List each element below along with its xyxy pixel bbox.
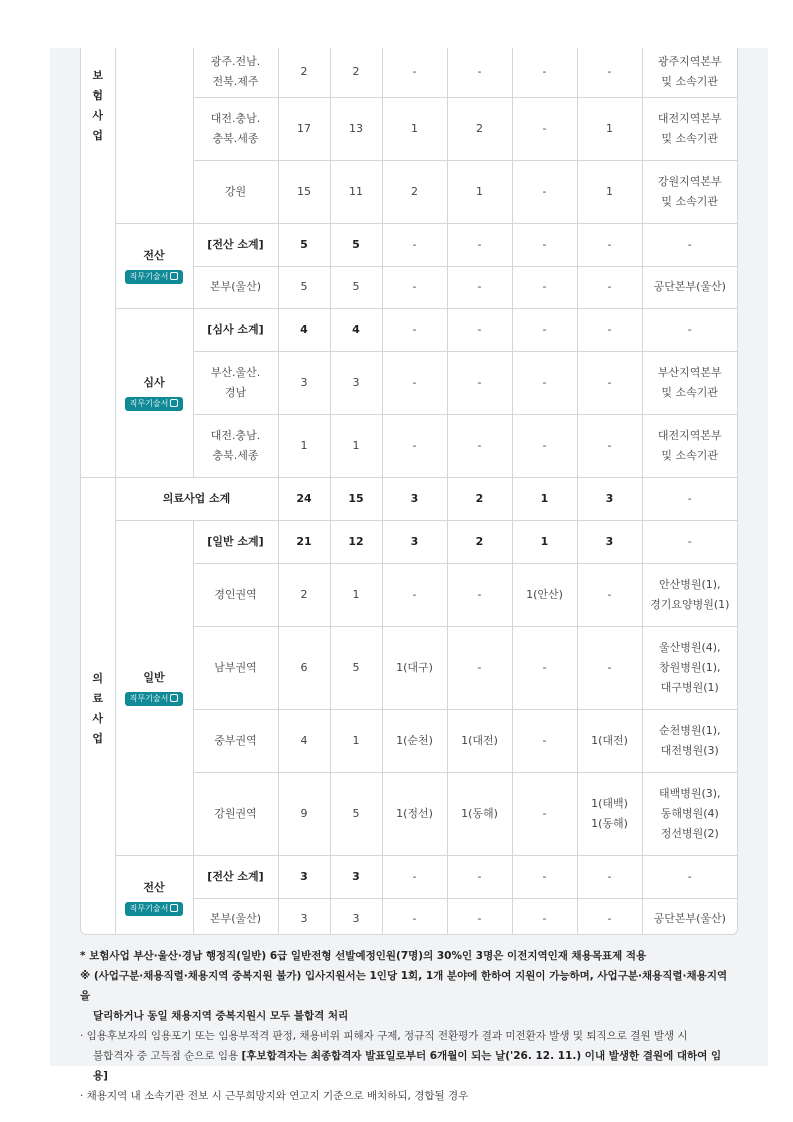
subtotal-label: [심사 소계] bbox=[193, 308, 278, 351]
region-cell: 대전.충남. 충북.세종 bbox=[193, 414, 278, 477]
table-cell: - bbox=[642, 477, 737, 520]
subtotal-label: [전산 소계] bbox=[193, 223, 278, 266]
table-cell: 1 bbox=[447, 160, 512, 223]
table-cell: - bbox=[447, 855, 512, 898]
table-cell: 5 bbox=[330, 223, 382, 266]
table-cell: - bbox=[512, 855, 577, 898]
table-cell: 3 bbox=[382, 477, 447, 520]
table-cell: - bbox=[382, 48, 447, 97]
table-cell: - bbox=[447, 414, 512, 477]
table-cell: - bbox=[577, 855, 642, 898]
table-cell: 1(대구) bbox=[382, 626, 447, 709]
table-cell: - bbox=[382, 266, 447, 308]
region-cell: 본부(울산) bbox=[193, 266, 278, 308]
table-cell: - bbox=[447, 898, 512, 935]
table-cell: 3 bbox=[577, 520, 642, 563]
office-cell: 순천병원(1), 대전병원(3) bbox=[642, 709, 737, 772]
table-row bbox=[81, 855, 737, 898]
table-row bbox=[81, 520, 737, 563]
region-cell: 부산.울산. 경남 bbox=[193, 351, 278, 414]
vertical-char: 업 bbox=[92, 129, 104, 142]
table-cell: 2 bbox=[447, 97, 512, 160]
table-cell: 1 bbox=[577, 160, 642, 223]
table-cell: - bbox=[382, 855, 447, 898]
table-cell: - bbox=[642, 223, 737, 266]
note-3b bbox=[80, 1046, 736, 1086]
vertical-char: 의 bbox=[92, 671, 104, 685]
region-cell: 남부권역 bbox=[193, 626, 278, 709]
table-cell: 1(정선) bbox=[382, 772, 447, 855]
office-cell: 부산지역본부 및 소속기관 bbox=[642, 351, 737, 414]
table-cell: 1(대전) bbox=[577, 709, 642, 772]
table-cell: - bbox=[577, 898, 642, 935]
table-cell: 4 bbox=[330, 308, 382, 351]
region-cell: 대전.충남. 충북.세종 bbox=[193, 97, 278, 160]
note-2b: 달리하거나 동일 채용지역 중복지원시 모두 불합격 처리 bbox=[93, 1010, 349, 1022]
table-cell: 24 bbox=[278, 477, 330, 520]
table-cell: 2 bbox=[447, 477, 512, 520]
office-cell: 대전지역본부 및 소속기관 bbox=[642, 97, 737, 160]
table-cell: 1(대전) bbox=[447, 709, 512, 772]
table-row bbox=[81, 477, 737, 520]
subtotal-label: [일반 소계] bbox=[193, 520, 278, 563]
table-cell: 1(안산) bbox=[512, 563, 577, 626]
table-cell: 2 bbox=[447, 520, 512, 563]
table-cell: 1 bbox=[330, 563, 382, 626]
table-cell: - bbox=[382, 351, 447, 414]
pointer-hand-icon bbox=[170, 694, 178, 702]
table-cell: 5 bbox=[330, 772, 382, 855]
note-3a: · 임용후보자의 임용포기 또는 임용부적격 판정, 채용비위 피해자 구제, 정규직 전환평가 결과 미전환자 발생 및 퇴직으로 결원 발생 시 bbox=[80, 1030, 688, 1042]
table-cell: - bbox=[447, 626, 512, 709]
table-cell: - bbox=[577, 414, 642, 477]
table-cell: - bbox=[642, 520, 737, 563]
table-cell: 12 bbox=[330, 520, 382, 563]
business-medical-cell bbox=[81, 477, 115, 935]
table-cell: - bbox=[512, 48, 577, 97]
business-insurance-cell bbox=[81, 48, 115, 477]
vertical-char: 험 bbox=[92, 89, 104, 102]
table-cell: - bbox=[577, 351, 642, 414]
office-cell: 안산병원(1), 경기요양병원(1) bbox=[642, 563, 737, 626]
note-1: * 보험사업 부산·울산·경남 행정직(일반) 6급 일반전형 선발예정인원(7명)의 30%인 3명은 이전지역인재 채용목표제 적용 bbox=[80, 950, 647, 962]
note-2a: ※ (사업구분·채용직렬·채용지역 중복지원 불가) 입사지원서는 1인당 1회, 1개 분야에 한하여 지원이 가능하며, 사업구분·채용직렬·채용지역을 bbox=[80, 970, 728, 1002]
office-cell: 대전지역본부 및 소속기관 bbox=[642, 414, 737, 477]
table-cell: 4 bbox=[278, 308, 330, 351]
job-description-button[interactable] bbox=[125, 692, 184, 706]
group-cell bbox=[115, 520, 193, 855]
table-cell: - bbox=[577, 266, 642, 308]
table-cell: - bbox=[512, 898, 577, 935]
table-cell: 1(순천) bbox=[382, 709, 447, 772]
group-cell bbox=[115, 308, 193, 477]
table-cell: - bbox=[382, 563, 447, 626]
table-cell: 1 bbox=[512, 477, 577, 520]
table-cell: 3 bbox=[278, 898, 330, 935]
pointer-hand-icon bbox=[170, 272, 178, 280]
office-cell: 태백병원(3), 동해병원(4) 정선병원(2) bbox=[642, 772, 737, 855]
table-cell: 3 bbox=[278, 351, 330, 414]
office-cell: 광주지역본부 및 소속기관 bbox=[642, 48, 737, 97]
table-cell: 3 bbox=[330, 855, 382, 898]
table-row bbox=[81, 48, 737, 97]
table-cell: - bbox=[447, 223, 512, 266]
table-cell: 3 bbox=[577, 477, 642, 520]
job-description-label: 직무기술서 bbox=[129, 693, 169, 703]
group-name: 일반 bbox=[143, 670, 165, 684]
table-cell: 3 bbox=[278, 855, 330, 898]
region-cell: 경인권역 bbox=[193, 563, 278, 626]
region-cell: 중부권역 bbox=[193, 709, 278, 772]
group-cell bbox=[115, 855, 193, 935]
table-cell: - bbox=[447, 308, 512, 351]
table-cell: 2 bbox=[330, 48, 382, 97]
job-description-button[interactable] bbox=[125, 397, 184, 411]
table-cell: - bbox=[382, 308, 447, 351]
table-cell: 1(태백) 1(동해) bbox=[577, 772, 642, 855]
table-cell: - bbox=[512, 160, 577, 223]
table-cell: - bbox=[577, 563, 642, 626]
region-cell: 강원권역 bbox=[193, 772, 278, 855]
table-cell: 5 bbox=[330, 266, 382, 308]
note-3b-bold: [후보합격자는 최종합격자 발표일로부터 6개월이 되는 날('26. 12. 11.) 이내 발생한 결원에 대하여 임용] bbox=[93, 1050, 722, 1082]
table-cell: 4 bbox=[278, 709, 330, 772]
table-cell: 5 bbox=[278, 223, 330, 266]
table-row bbox=[81, 308, 737, 351]
table-cell: 5 bbox=[278, 266, 330, 308]
office-cell: 울산병원(4), 창원병원(1), 대구병원(1) bbox=[642, 626, 737, 709]
vertical-char: 사 bbox=[92, 711, 104, 725]
table-cell: 21 bbox=[278, 520, 330, 563]
table-cell: 1(동해) bbox=[447, 772, 512, 855]
table-cell: - bbox=[577, 308, 642, 351]
table-cell: - bbox=[577, 626, 642, 709]
table-cell: - bbox=[512, 626, 577, 709]
vertical-char: 보 bbox=[92, 69, 104, 82]
table-cell: - bbox=[512, 97, 577, 160]
medical-subtotal-label: 의료사업 소계 bbox=[115, 477, 278, 520]
table-cell: 1 bbox=[330, 709, 382, 772]
table-cell: - bbox=[447, 48, 512, 97]
vertical-char: 료 bbox=[92, 691, 104, 705]
vertical-char: 사 bbox=[92, 109, 104, 122]
group-name: 전산 bbox=[143, 880, 165, 894]
table-cell: 3 bbox=[382, 520, 447, 563]
table-cell: 2 bbox=[278, 48, 330, 97]
note-4: · 채용지역 내 소속기관 전보 시 근무희망지와 연고지 기준으로 배치하되, 경합될 경우 bbox=[80, 1090, 469, 1102]
table-cell: 15 bbox=[278, 160, 330, 223]
region-cell: 광주.전남. 전북.제주 bbox=[193, 48, 278, 97]
group-name: 심사 bbox=[143, 375, 165, 389]
job-description-label: 직무기술서 bbox=[129, 398, 169, 408]
table-cell: 6 bbox=[278, 626, 330, 709]
table-cell: 1 bbox=[382, 97, 447, 160]
table-cell: - bbox=[382, 414, 447, 477]
table-cell: 11 bbox=[330, 160, 382, 223]
table-cell: - bbox=[382, 898, 447, 935]
table-cell: - bbox=[512, 709, 577, 772]
table-cell: 15 bbox=[330, 477, 382, 520]
table-cell: 17 bbox=[278, 97, 330, 160]
table-cell: 3 bbox=[330, 351, 382, 414]
group-cell-empty bbox=[115, 48, 193, 223]
table-cell: 9 bbox=[278, 772, 330, 855]
notes bbox=[80, 946, 736, 1106]
recruitment-table bbox=[81, 48, 737, 935]
region-cell: 강원 bbox=[193, 160, 278, 223]
table-cell: - bbox=[577, 223, 642, 266]
job-description-button[interactable] bbox=[125, 270, 184, 284]
table-cell: - bbox=[447, 266, 512, 308]
table-cell: - bbox=[577, 48, 642, 97]
table-cell: - bbox=[382, 223, 447, 266]
group-name: 전산 bbox=[143, 248, 165, 262]
pointer-hand-icon bbox=[170, 904, 178, 912]
table-cell: - bbox=[642, 855, 737, 898]
pointer-hand-icon bbox=[170, 399, 178, 407]
group-cell bbox=[115, 223, 193, 308]
table-cell: 1 bbox=[512, 520, 577, 563]
table-cell: 1 bbox=[330, 414, 382, 477]
table-row bbox=[81, 223, 737, 266]
vertical-char: 업 bbox=[92, 731, 104, 745]
table-cell: 1 bbox=[278, 414, 330, 477]
office-cell: 공단본부(울산) bbox=[642, 266, 737, 308]
table-cell: - bbox=[447, 351, 512, 414]
table-cell: - bbox=[447, 563, 512, 626]
table-cell: 2 bbox=[382, 160, 447, 223]
office-cell: 공단본부(울산) bbox=[642, 898, 737, 935]
job-description-label: 직무기술서 bbox=[129, 271, 169, 281]
table-cell: 5 bbox=[330, 626, 382, 709]
table-cell: - bbox=[512, 223, 577, 266]
table-cell: - bbox=[512, 351, 577, 414]
table-cell: - bbox=[512, 308, 577, 351]
table-cell: - bbox=[642, 308, 737, 351]
table-cell: - bbox=[512, 266, 577, 308]
subtotal-label: [전산 소계] bbox=[193, 855, 278, 898]
table-cell: - bbox=[512, 772, 577, 855]
table-cell: - bbox=[512, 414, 577, 477]
region-cell: 본부(울산) bbox=[193, 898, 278, 935]
recruitment-table-card bbox=[80, 48, 738, 935]
office-cell: 강원지역본부 및 소속기관 bbox=[642, 160, 737, 223]
table-cell: 1 bbox=[577, 97, 642, 160]
job-description-label: 직무기술서 bbox=[129, 903, 169, 913]
job-description-button[interactable] bbox=[125, 902, 184, 916]
table-cell: 2 bbox=[278, 563, 330, 626]
note-3b-text: 불합격자 중 고득점 순으로 임용 bbox=[93, 1050, 242, 1062]
table-cell: 3 bbox=[330, 898, 382, 935]
table-cell: 13 bbox=[330, 97, 382, 160]
